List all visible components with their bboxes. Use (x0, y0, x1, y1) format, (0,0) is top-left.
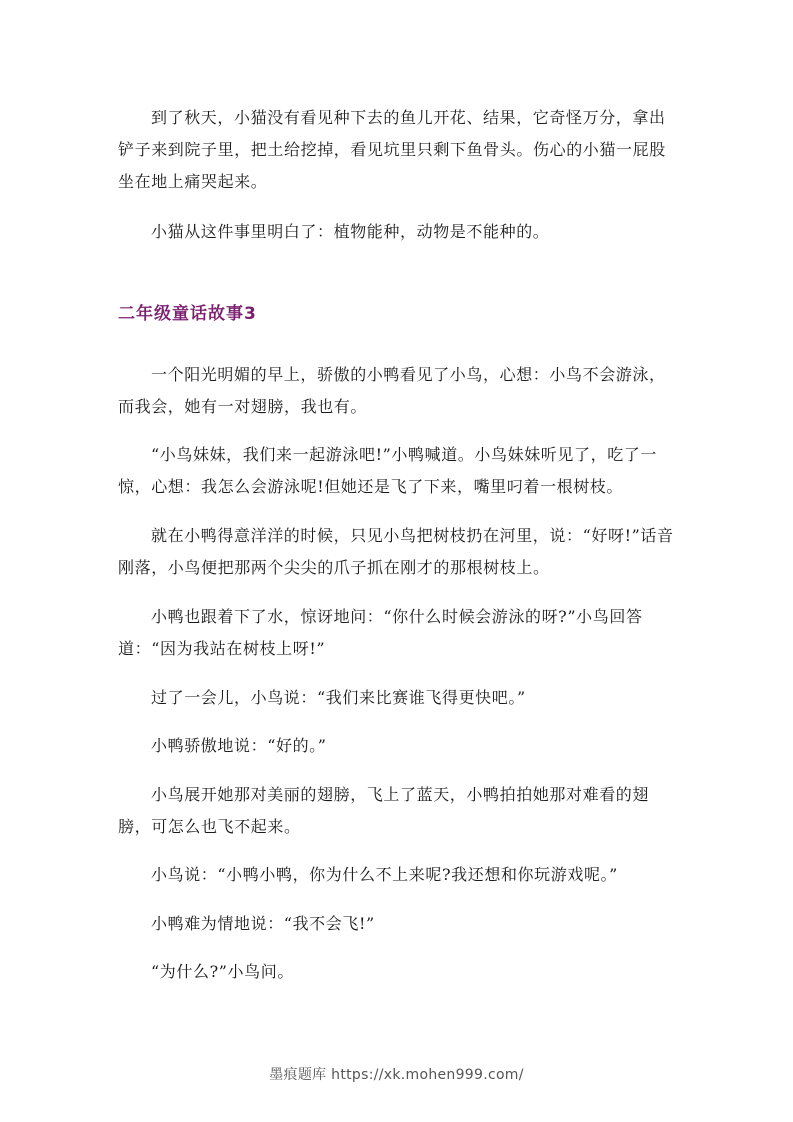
story-paragraph: “小鸟妹妹，我们来一起游泳吧!”小鸭喊道。小鸟妹妹听见了，吃了一惊，心想：我怎么会游泳呢!但她还是飞了下来，嘴里叼着一根树枝。 (118, 445, 657, 496)
story-paragraph: 小鸭也跟着下了水，惊讶地问：“你什么时候会游泳的呀?”小鸟回答道：“因为我站在树枝上呀!” (118, 607, 643, 658)
story-paragraph: 过了一会儿，小鸟说：“我们来比赛谁飞得更快吧。” (151, 688, 526, 707)
paragraph-lesson: 小猫从这件事里明白了：植物能种，动物是不能种的。 (151, 222, 550, 241)
story-paragraph: 小鸭骄傲地说：“好的。” (151, 736, 327, 755)
footer-watermark: 墨痕题库 https://xk.mohen999.com/ (269, 1067, 524, 1083)
story-paragraph: 小鸟说：“小鸭小鸭，你为什么不上来呢?我还想和你玩游戏呢。” (151, 865, 618, 884)
story-paragraph: 就在小鸭得意洋洋的时候，只见小鸟把树枝扔在河里，说：“好呀!”话音刚落，小鸟便把那两个尖尖的爪子抓在刚才的那根树枝上。 (118, 526, 674, 577)
story-paragraph: 小鸭难为情地说：“我不会飞!” (151, 914, 375, 933)
story-paragraph: 一个阳光明媚的早上，骄傲的小鸭看见了小鸟，心想：小鸟不会游泳，而我会，她有一对翅膀，我也有。 (118, 365, 666, 416)
paragraph-autumn: 到了秋天，小猫没有看见种下去的鱼儿开花、结果，它奇怪万分，拿出铲子来到院子里，把土给挖掉，看见坑里只剩下鱼骨头。伤心的小猫一屁股坐在地上痛哭起来。 (118, 108, 666, 191)
story-paragraph: 小鸟展开她那对美丽的翅膀，飞上了蓝天，小鸭拍拍她那对难看的翅膀，可怎么也飞不起来。 (118, 785, 650, 836)
section-heading: 二年级童话故事3 (118, 304, 257, 324)
story-paragraph: “为什么?”小鸟问。 (151, 962, 294, 981)
